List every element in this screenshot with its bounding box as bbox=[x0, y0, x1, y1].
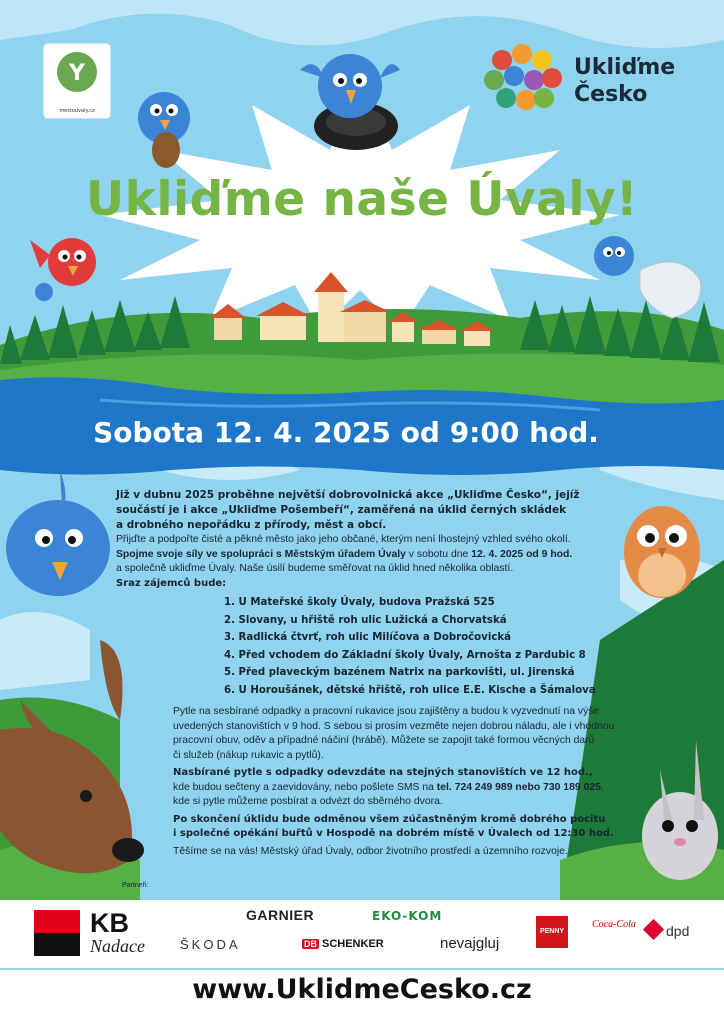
paragraph-bags-4: či služeb (nákup rukavic a pytlů). bbox=[173, 749, 324, 761]
paragraph-invite: Přijďte a podpořte čisté a pěkné město jako jeho občané, kterým není lhostejný vzhled svého okolí. bbox=[116, 534, 571, 545]
city-logo[interactable] bbox=[44, 44, 110, 118]
sponsor-kb[interactable]: KB bbox=[90, 908, 129, 938]
sponsor-kb-nadace: Nadace bbox=[90, 936, 145, 956]
phone-numbers[interactable]: tel. 724 249 989 nebo 730 189 025 bbox=[436, 781, 601, 793]
brand-name[interactable] bbox=[574, 54, 675, 108]
paragraph-reward-2: i společné opékání buřtů v Hospodě na dobrém místě v Úvalech od 12:30 hod. bbox=[173, 828, 614, 839]
join-text: v sobotu dne bbox=[405, 548, 472, 560]
list-item: 4. Před vchodem do Základní školy Úvaly, Arnošta z Pardubic 8 bbox=[224, 649, 586, 661]
meeting-heading: Sraz zájemců bude: bbox=[116, 577, 227, 589]
brand-line-1: Ukliďme bbox=[574, 55, 676, 80]
join-date: 12. 4. 2025 od 9 hod. bbox=[471, 548, 573, 560]
paragraph-bags-1: Pytle na sesbírané odpadky a pracovní rukavice jsou zajištěny a budou k vyzvednutí na výše bbox=[173, 706, 600, 717]
sponsor-penny[interactable]: PENNY bbox=[536, 916, 568, 948]
paragraph-reward-1: Po skončení úklidu bude odměnou všem zúčastněným kromě dobrého pocitu bbox=[173, 813, 606, 825]
sponsor-bar bbox=[0, 900, 724, 968]
paragraph-join bbox=[116, 548, 616, 562]
owl bbox=[624, 506, 700, 598]
intro-line-3: a drobného nepořádku z přírody, měst a obcí. bbox=[116, 519, 387, 531]
svg-text:Y: Y bbox=[69, 61, 85, 86]
sponsor-cocacola[interactable]: Coca-Cola bbox=[592, 919, 636, 930]
schenker-label: SCHENKER bbox=[322, 938, 384, 950]
location-list bbox=[116, 594, 616, 699]
return-text: kde budou sečteny a zaevidovány, nebo pošlete SMS na bbox=[173, 781, 437, 793]
list-item: 2. Slovany, u hřiště roh ulic Lužická a Chorvatská bbox=[224, 614, 507, 626]
sponsor-ekokom[interactable]: EKO-KOM bbox=[372, 909, 443, 923]
return-comma: , bbox=[600, 781, 604, 793]
logo-caption: mestouvaly.cz bbox=[59, 108, 95, 114]
paragraph-bags-2: uvedených stanovištích v 9 hod. S sebou si prosím vezměte nejen dobrou náladu, ale i vhodnou bbox=[173, 720, 615, 732]
brand-line-2: Česko bbox=[574, 82, 648, 107]
list-item: 3. Radlická čtvrť, roh ulic Milíčova a Dobročovická bbox=[224, 632, 512, 643]
sponsor-dpd[interactable]: dpd bbox=[666, 923, 690, 939]
list-item: 6. U Horoušánek, dětské hřiště, roh ulice E.E. Kische a Šámalova bbox=[224, 684, 596, 696]
paragraph-join-2: a společně ukliďme Úvaly. Naše úsilí budeme směřovat na úklid hned několika oblastí. bbox=[116, 563, 514, 574]
page-title: Ukliďme naše Úvaly! bbox=[85, 172, 639, 227]
sponsor-db-schenker[interactable] bbox=[302, 938, 384, 950]
intro-line-1: Již v dubnu 2025 proběhne největší dobrovolnická akce „Ukliďme Česko“, jejíž bbox=[116, 489, 580, 501]
sponsor-nevajgluj[interactable]: nevajgluj bbox=[440, 935, 500, 952]
paragraph-return-2 bbox=[116, 781, 616, 795]
event-date: Sobota 12. 4. 2025 od 9:00 hod. bbox=[93, 416, 599, 449]
paragraph-return-1: Nasbírané pytle s odpadky odevzdáte na stejných stanovištích ve 12 hod., bbox=[173, 767, 593, 778]
db-badge: DB bbox=[304, 939, 317, 949]
paragraph-return-3: kde si pytle můžeme posbírat a odvézt do sběrného dvora. bbox=[173, 796, 443, 807]
kb-logo-icon bbox=[34, 910, 80, 956]
event-info bbox=[116, 488, 616, 859]
paragraph-bags-3: pracovní obuv, oděv a případné náčiní (hrábě). Můžete se zapojit také formou věcných darů bbox=[173, 735, 595, 746]
paragraph-closing: Těšíme se na vás! Městský úřad Úvaly, odbor životního prostředí a územního rozvoje. bbox=[173, 845, 568, 857]
sponsor-garnier[interactable]: GARNIER bbox=[246, 907, 315, 923]
tree-y-icon bbox=[44, 44, 110, 104]
list-item: 5. Před plaveckým bazénem Natrix na parkovišti, ul. Jirenská bbox=[224, 667, 575, 678]
partners-label: Partneři: bbox=[122, 882, 149, 889]
dpd-cube-icon bbox=[643, 919, 664, 940]
list-item: 1. U Mateřské školy Úvaly, budova Pražská 525 bbox=[224, 597, 495, 608]
intro-line-2: součástí je i akce „Ukliďme Pošembeří“, zaměřená na úklid černých skládek bbox=[116, 504, 567, 516]
sponsor-skoda[interactable]: ŠKODA bbox=[180, 937, 241, 952]
website-link[interactable]: www.UklidmeCesko.cz bbox=[0, 970, 724, 1024]
join-bold: Spojme svoje síly ve spolupráci s Městským úřadem Úvaly bbox=[116, 548, 406, 560]
